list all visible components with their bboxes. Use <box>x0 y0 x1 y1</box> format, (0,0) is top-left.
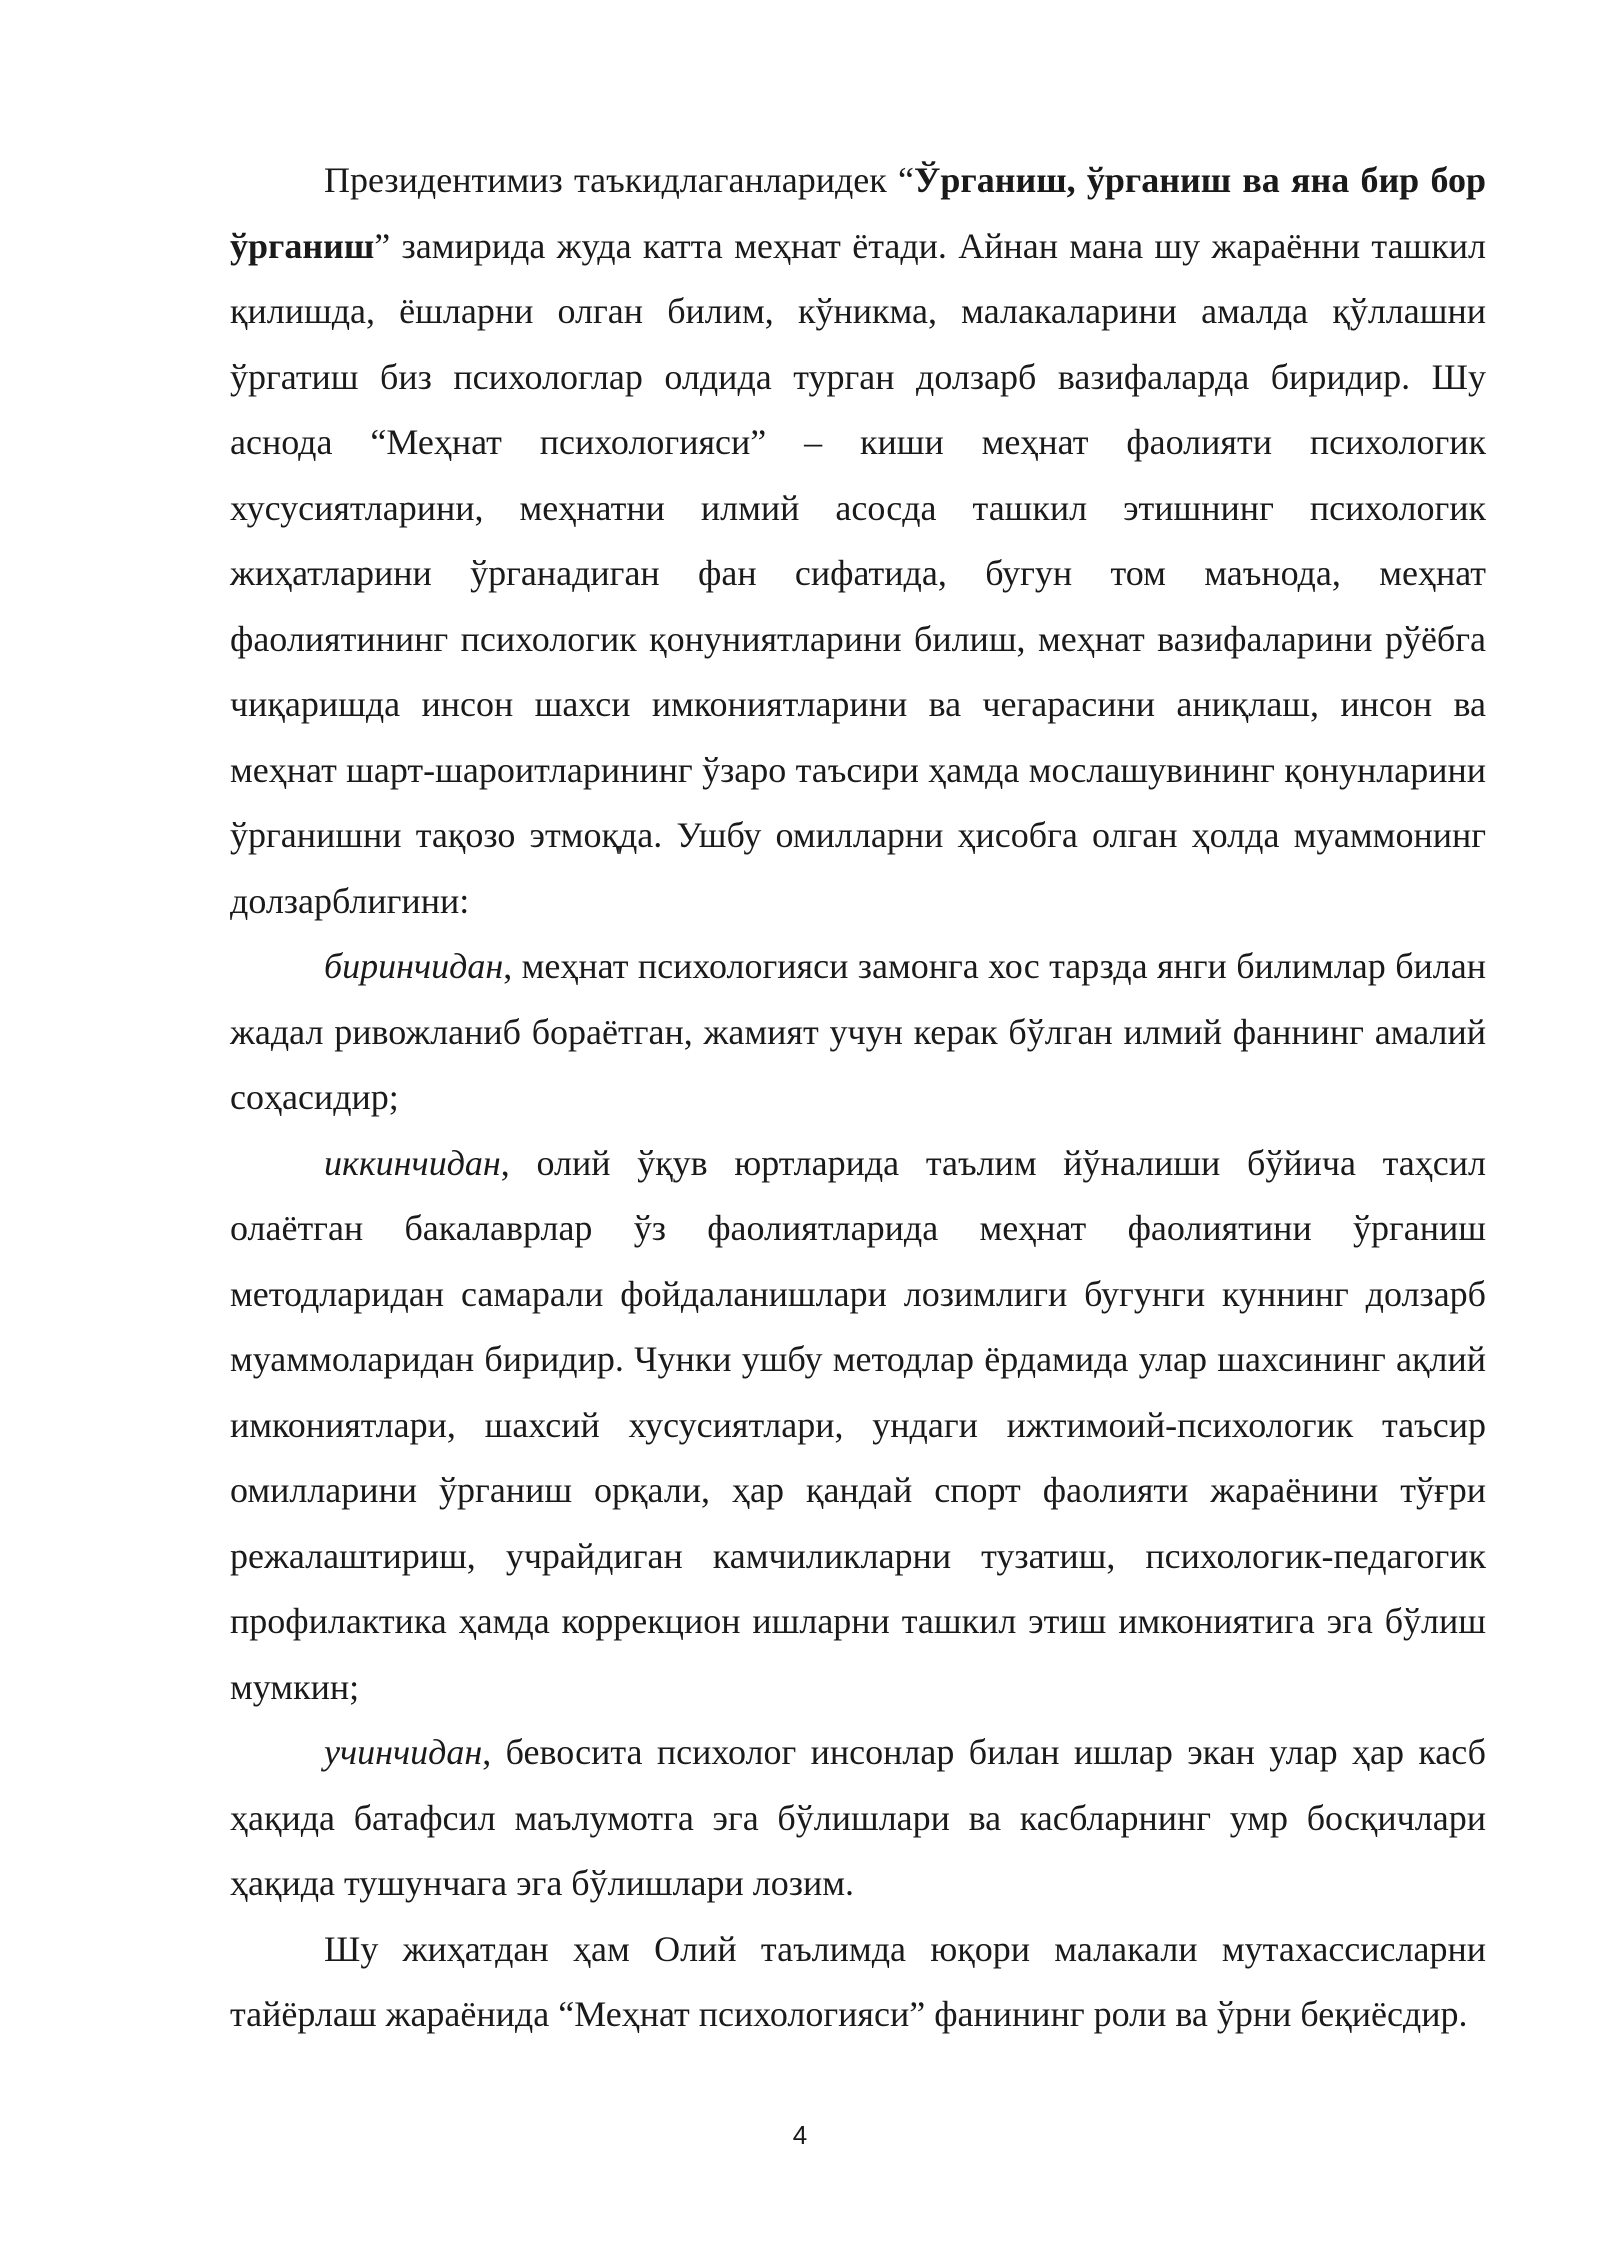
paragraph-intro-body: ” замирида жуда катта меҳнат ётади. Айнан мана шу жараённи ташкил қилишда, ёшларни олган билим, кўникма, малакаларини амалда қўллашни ўргатиш биз психологлар олдида турган долзарб вазифаларда биридир. Шу аснода “Меҳнат психологияси” – киши меҳнат фаолияти психологик хусусиятларини, меҳнатни илмий асосда ташкил этишнинг психологик жиҳатларини ўрганадиган фан сифатида, бугун том маънода, меҳнат фаолиятининг психологик қонуниятларини билиш, меҳнат вазифаларини рўёбга чиқаришда инсон шахси имкониятларини ва чегарасини аниқлаш, инсон ва меҳнат шарт-шароитларининг ўзаро таъсири ҳамда мослашувининг қонунларини ўрганишни тақозо этмоқда. Ушбу омилларни ҳисобга олган ҳолда муаммонинг долзарблигини: <box>230 225 1486 921</box>
paragraph-first-body: , меҳнат психологияси замонга хос тарзда янги билимлар билан жадал ривожланиб бораётган, жамият учун керак бўлган илмий фаннинг амалий соҳасидир; <box>230 946 1486 1117</box>
quote-bold: Ўрганиш, ўрганиш ва яна бир бор ўрганиш <box>230 160 1486 266</box>
third-marker: учинчидан <box>324 1732 483 1772</box>
first-marker: биринчидан <box>324 946 504 986</box>
paragraph-second <box>230 1131 1486 1721</box>
paragraph-intro <box>230 148 1486 934</box>
paragraph-conclusion <box>230 1917 1486 2048</box>
paragraph-third <box>230 1720 1486 1917</box>
second-marker: иккинчидан <box>324 1142 501 1183</box>
document-body <box>230 148 1486 2048</box>
paragraph-third-body: , бевосита психолог инсонлар билан ишлар экан улар ҳар касб ҳақида батафсил маълумотга эга бўлишлари ва касбларнинг умр босқичлари ҳақида тушунчага эга бўлишлари лозим. <box>230 1732 1486 1903</box>
page-number: 4 <box>792 2120 808 2150</box>
paragraph-conclusion-body: Шу жиҳатдан ҳам Олий таълимда юқори малакали мутахассисларни тайёрлаш жараёнида “Меҳнат психологияси” фанининг роли ва ўрни беқиёсдир. <box>230 1928 1486 2034</box>
paragraph-first <box>230 934 1486 1131</box>
paragraph-second-body: , олий ўқув юртларида таълим йўналиши бўйича таҳсил олаётган бакалаврлар ўз фаолиятларида меҳнат фаолиятини ўрганиш методларидан самарали фойдаланишлари лозимлиги бугунги куннинг долзарб муаммоларидан биридир. Чунки ушбу методлар ёрдамида улар шахсининг ақлий имкониятлари, шахсий хусусиятлари, ундаги ижтимоий-психологик таъсир омилларини ўрганиш орқали, ҳар қандай спорт фаолияти жараёнини тўғри режалаштириш, учрайдиган камчиликларни тузатиш, психологик-педагогик профилактика ҳамда коррекцион ишларни ташкил этиш имкониятига эга бўлиш мумкин; <box>230 1142 1486 1707</box>
paragraph-intro-lead: Президентимиз таъкидлаганларидек “ <box>324 160 914 200</box>
